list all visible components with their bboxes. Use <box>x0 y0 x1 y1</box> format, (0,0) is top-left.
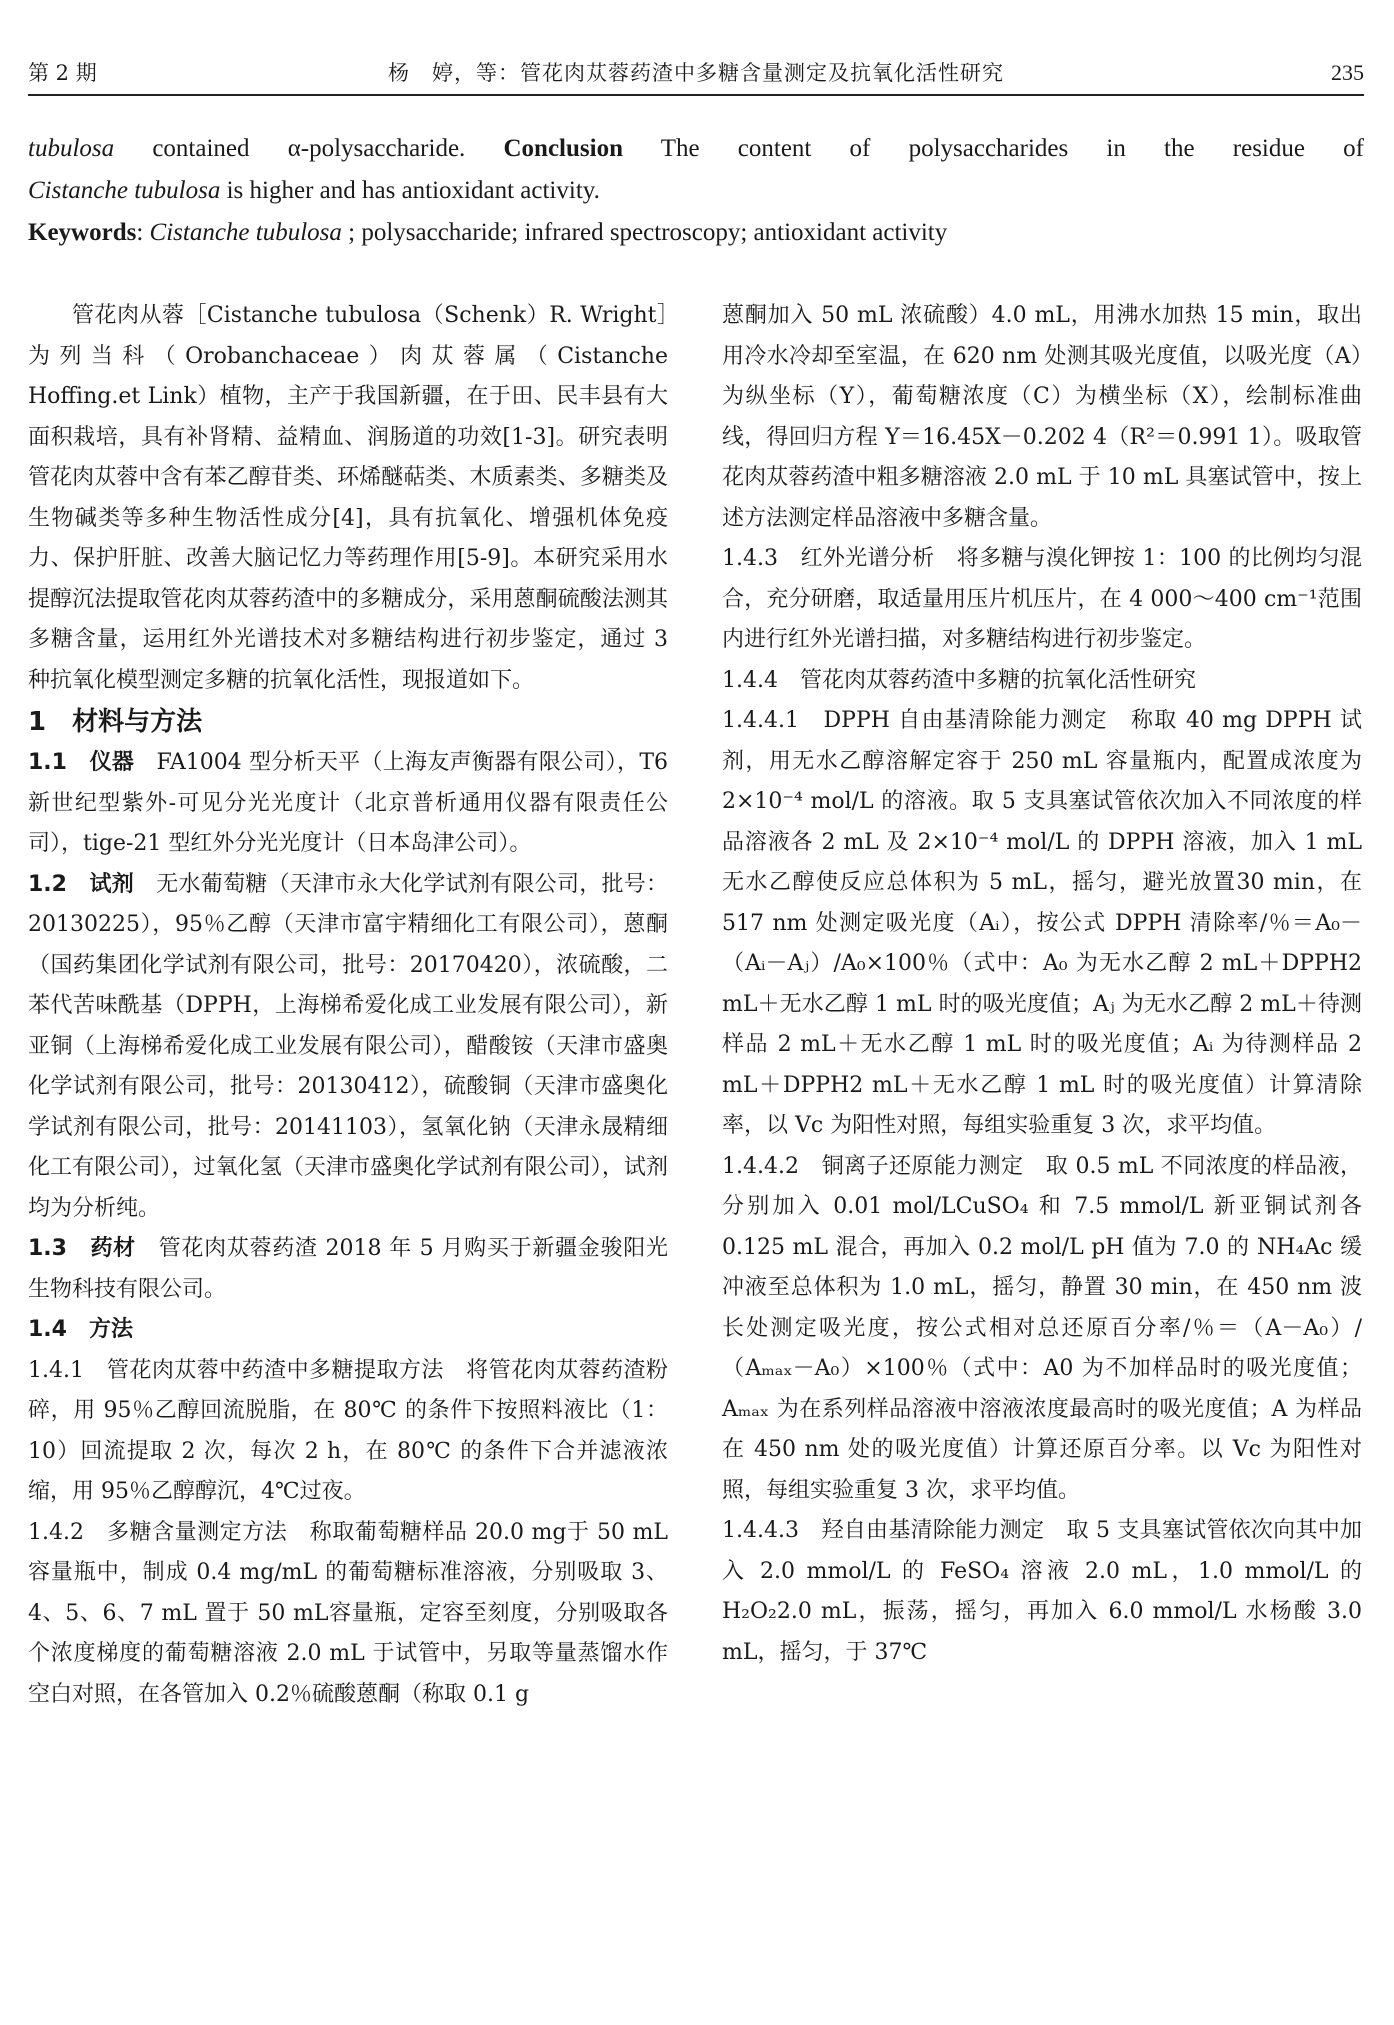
section-1-4-3: 1.4.3 红外光谱分析 将多糖与溴化钾按 1：100 的比例均匀混合，充分研磨，取适量用压片机压片，在 4 000～400 cm⁻¹范围内进行红外光谱扫描，对多糖结构进行初步鉴定。 <box>722 546 1362 652</box>
section-1-4-2-continued: 蒽酮加入 50 mL 浓硫酸）4.0 mL，用沸水加热 15 min，取出用冷水冷却至室温，在 620 nm 处测其吸光度值，以吸光度（A）为纵坐标（Y），葡萄糖浓度（C）为横坐标（X），绘制标准曲线，得回归方程 Y＝16.45X－0.202 4（R²＝0.991 1）。吸取管花肉苁蓉药渣中粗多糖溶液 2.0 mL 于 10 mL 具塞试管中，按上述方法测定样品溶液中多糖含量。 <box>722 303 1362 531</box>
intro-paragraph: 管花肉从蓉［Cistanche tubulosa（Schenk）R. Wright］为列当科（Orobanchaceae）肉苁蓉属（Cistanche Hoffing.et Link）植物，主产于我国新疆，在于田、民丰县有大面积栽培，具有补肾精、益精血、润肠道的功效[1-3]。研究表明管花肉苁蓉中含有苯乙醇苷类、环烯醚萜类、木质素类、多糖类及生物碱类等多种生物活性成分[4]，具有抗氧化、增强机体免疫力、保护肝脏、改善大脑记忆力等药理作用[5-9]。本研究采用水提醇沉法提取管花肉苁蓉药渣中的多糖成分，采用蒽酮硫酸法测其多糖含量，运用红外光谱技术对多糖结构进行初步鉴定，通过 3 种抗氧化模型测定多糖的抗氧化活性，现报道如下。 <box>28 303 668 693</box>
subsection-body: 无水葡萄糖（天津市永大化学试剂有限公司，批号：20130225），95％乙醇（天津市富宇精细化工有限公司），蒽酮（国药集团化学试剂有限公司，批号：20170420），浓硫酸，二苯代苦味酰基（DPPH，上海梯希爱化成工业发展有限公司），新亚铜（上海梯希爱化成工业发展有限公司），醋酸铵（天津市盛奥化学试剂有限公司，批号：20130412），硫酸铜（天津市盛奥化学试剂有限公司，批号：20141103），氢氧化钠（天津永晟精细化工有限公司），过氧化氢（天津市盛奥化学试剂有限公司），试剂均为分析纯。 <box>28 871 668 1221</box>
keywords-label: Keywords <box>28 219 137 246</box>
species-name: tubulosa <box>28 135 115 162</box>
abstract-line-2 <box>28 170 1364 212</box>
species-name: Cistanche tubulosa <box>28 177 221 204</box>
section-1-4-4-1: 1.4.4.1 DPPH 自由基清除能力测定 称取 40 mg DPPH 试剂，用无水乙醇溶解定容于 250 mL 容量瓶内，配置成浓度为 2×10⁻⁴ mol/L 的溶液。取 5 支具塞试管依次加入不同浓度的样品溶液各 2 mL 及 2×10⁻⁴ mol/L 的 DPPH 溶液，加入 1 mL 无水乙醇使反应总体积为 5 mL，摇匀，避光放置30 min，在 517 nm 处测定吸光度（Aᵢ），按公式 DPPH 清除率/％＝A₀－（Aᵢ－Aⱼ）/A₀×100％（式中：A₀ 为无水乙醇 2 mL＋DPPH2 mL＋无水乙醇 1 mL 时的吸光度值；Aⱼ 为无水乙醇 2 mL＋待测样品 2 mL＋无水乙醇 1 mL 时的吸光度值；Aᵢ 为待测样品 2 mL＋DPPH2 mL＋无水乙醇 1 mL 时的吸光度值）计算清除率，以 Vc 为阳性对照，每组实验重复 3 次，求平均值。 <box>722 708 1362 1138</box>
subsection-heading: 1.3 药材 <box>28 1236 136 1261</box>
running-title: 杨 婷，等：管花肉苁蓉药渣中多糖含量测定及抗氧化活性研究 <box>388 61 1004 85</box>
abstract-tail <box>28 128 1364 254</box>
left-column <box>28 296 668 1715</box>
running-header <box>28 58 1364 88</box>
subsection-heading: 1.1 仪器 <box>28 750 135 775</box>
abstract-line-1 <box>28 128 1364 170</box>
keywords-sep: : <box>136 219 150 246</box>
section-1-4-4-heading: 1.4.4 管花肉苁蓉药渣中多糖的抗氧化活性研究 <box>722 667 1196 693</box>
section-1-4-heading: 1.4 方法 <box>28 1317 133 1342</box>
subsection-body: 管花肉苁蓉药渣 2018 年 5 月购买于新疆金骏阳光生物科技有限公司。 <box>28 1236 668 1302</box>
section-1-1 <box>28 743 668 865</box>
section-1-2 <box>28 865 668 1230</box>
right-column <box>722 296 1362 1673</box>
subsection-heading: 1.2 试剂 <box>28 871 135 897</box>
section-1-4-2: 1.4.2 多糖含量测定方法 称取葡萄糖样品 20.0 mg于 50 mL 容量瓶中，制成 0.4 mg/mL 的葡萄糖标准溶液，分别吸取 3、4、5、6、7 mL 置于 50 mL容量瓶，定容至刻度，分别吸取各个浓度梯度的葡萄糖溶液 2.0 mL 于试管中，另取等量蒸馏水作空白对照，在各管加入 0.2％硫酸蒽酮（称取 0.1 g <box>28 1519 668 1707</box>
header-rule <box>28 94 1364 96</box>
abstract-text: The content of polysaccharides in the residue of <box>622 135 1364 162</box>
abstract-text: α-polysaccharide. <box>287 135 466 162</box>
section-1-4-4-2: 1.4.4.2 铜离子还原能力测定 取 0.5 mL 不同浓度的样品液，分别加入 0.01 mol/LCuSO₄ 和 7.5 mmol/L 新亚铜试剂各 0.125 mL 混合，再加入 0.2 mol/L pH 值为 7.0 的 NH₄Ac 缓冲液至总体积为 1.0 mL，摇匀，静置 30 min，在 450 nm 波长处测定吸光度，按公式相对总还原百分率/％＝（A－A₀）/（Aₘₐₓ－A₀）×100％（式中：A0 为不加样品时的吸光度值；Aₘₐₓ 为在系列样品溶液中溶液浓度最高时的吸光度值；A 为样品在 450 nm 处的吸光度值）计算还原百分率。以 Vc 为阳性对照，每组实验重复 3 次，求平均值。 <box>722 1153 1362 1503</box>
issue-number: 第 2 期 <box>28 61 97 85</box>
abstract-text: contained <box>114 135 288 162</box>
subsection-body: FA1004 型分析天平（上海友声衡器有限公司），T6 新世纪型紫外-可见分光光度计（北京普析通用仪器有限责任公司），tige-21 型红外分光光度计（日本岛津公司）。 <box>28 750 668 856</box>
page-number: 235 <box>1331 60 1364 85</box>
keywords-rest: ; polysaccharide; infrared spectroscopy; antioxidant activity <box>341 219 948 246</box>
abstract-text: is higher and has antioxidant activity. <box>220 177 600 204</box>
keyword-species: Cistanche tubulosa <box>149 219 342 246</box>
keywords-line <box>28 212 1364 254</box>
section-1-3 <box>28 1229 668 1310</box>
section-1-4-1: 1.4.1 管花肉苁蓉中药渣中多糖提取方法 将管花肉苁蓉药渣粉碎，用 95％乙醇回流脱脂，在 80℃ 的条件下按照料液比（1：10）回流提取 2 次，每次 2 h，在 80℃ 的条件下合并滤液浓缩，用 95％乙醇醇沉，4℃过夜。 <box>28 1357 668 1504</box>
section-1-4-4-3: 1.4.4.3 羟自由基清除能力测定 取 5 支具塞试管依次向其中加入 2.0 mmol/L 的 FeSO₄ 溶液 2.0 mL，1.0 mmol/L 的 H₂O₂2.0 mL，振荡，摇匀，再加入 6.0 mmol/L 水杨酸 3.0 mL，摇匀，于 37℃ <box>722 1518 1362 1665</box>
conclusion-label: Conclusion <box>503 135 623 162</box>
section-heading-1: 1 材料与方法 <box>28 707 203 737</box>
